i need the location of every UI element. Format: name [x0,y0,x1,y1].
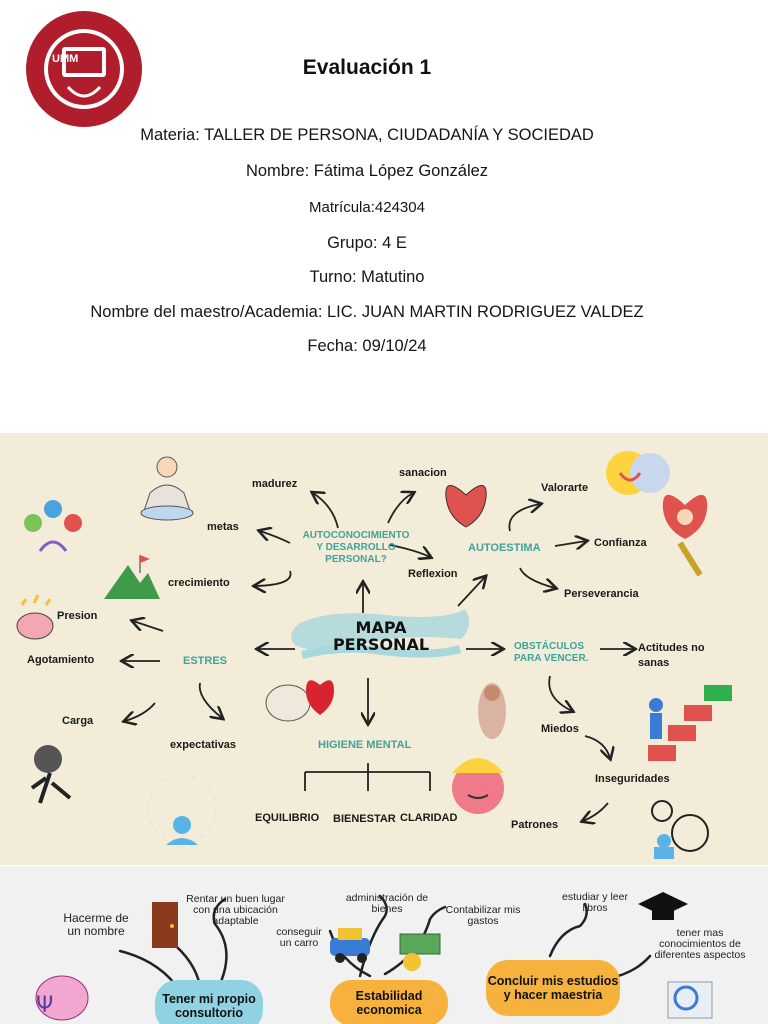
heart-hug-icon [446,485,486,527]
goal-conseguir-carro: conseguir un carro [276,926,322,949]
logo-mark: UMM [52,53,79,65]
self-love-icon [606,451,670,495]
mountain-icon [104,555,160,599]
node-crecimiento: crecimiento [168,577,230,589]
subject-line: Materia: TALLER DE PERSONA, CIUDADANÍA Y SOCIEDAD [140,126,594,144]
car-icon [330,928,370,963]
node-valorarte: Valorarte [541,482,589,494]
goal-tener-mas: tener mas conocimientos de diferentes aspectos [654,927,746,961]
burden-icon [32,745,70,803]
svg-text:Ψ: Ψ [36,993,54,1018]
node-inseguridades: Inseguridades [595,773,670,785]
brain-heart-icon [266,680,334,721]
door-icon [152,902,178,948]
node-actitudes: Actitudes no sanas [638,642,705,669]
node-autoconocimiento: AUTOCONOCIMIENTO Y DESARROLLO PERSONAL? [302,530,410,565]
magnifier-icon [668,982,712,1018]
goal-rentar-lugar: Rentar un buen lugar con una ubicación adaptable [186,893,285,927]
mind-circle-icon [148,775,216,845]
student-name: Nombre: Fátima López González [245,162,489,180]
brain-psi-icon [36,976,88,1020]
date-line: Fecha: 09/10/24 [307,337,427,355]
node-perseverancia: Perseverancia [564,588,639,600]
faces-icon [24,500,82,551]
sun-face-icon [452,758,504,814]
brain-icon [17,595,53,639]
node-estres: ESTRES [183,655,228,667]
node-patrones: Patrones [511,819,559,831]
node-miedos: Miedos [541,723,579,735]
node-metas: metas [207,521,239,533]
node-reflexion: Reflexion [408,568,458,580]
node-sanacion: sanacion [399,467,447,479]
goal-estabilidad: Estabilidad economica [330,980,448,1024]
pattern-icon [652,801,708,859]
checklist-icon [648,685,732,761]
crowd-icon [478,683,506,739]
goal-hacerme-nombre: Hacerme de un nombre [63,911,129,938]
node-agotamiento: Agotamiento [27,654,95,666]
goal-contabilizar: Contabilizar mis gastos [445,904,521,927]
node-confianza: Confianza [594,537,647,549]
student-id: Matrícula:424304 [309,199,425,216]
map-center-title [306,619,456,653]
goal-concluir-estudios: Concluir mis estudios y hacer maestria [486,960,620,1016]
node-bienestar: BIENESTAR [333,813,396,825]
money-icon [400,934,440,971]
teacher-line: Nombre del maestro/Academia: LIC. JUAN MARTIN RODRIGUEZ VALDEZ [90,303,644,321]
meditation-icon [141,457,193,520]
goal-administracion: administración de bienes [345,892,429,915]
personal-mind-map [0,433,768,865]
node-madurez: madurez [252,478,298,490]
node-obstaculos: OBSTÁCULOS PARA VENCER. [514,641,589,664]
node-presion: Presion [57,610,98,622]
node-equilibrio: EQUILIBRIO [255,812,320,824]
goal-estudiar-leer: estudiar y leer libros [562,891,628,914]
group-line: Grupo: 4 E [327,234,407,252]
node-higiene-mental: HIGIENE MENTAL [318,739,412,751]
goal-consultorio: Tener mi propio consultorio [155,980,263,1024]
node-claridad: CLARIDAD [400,812,458,824]
node-expectativas: expectativas [170,739,237,751]
graduation-cap-icon [638,892,688,920]
confidence-icon [663,495,707,575]
center-line-1: MAPA [355,618,407,637]
document-title: Evaluación 1 [302,56,432,79]
goals-mind-map [0,866,768,1024]
center-line-2: PERSONAL [332,635,430,654]
shift-line: Turno: Matutino [309,268,425,286]
node-autoestima: AUTOESTIMA [468,542,541,554]
node-carga: Carga [62,715,94,727]
